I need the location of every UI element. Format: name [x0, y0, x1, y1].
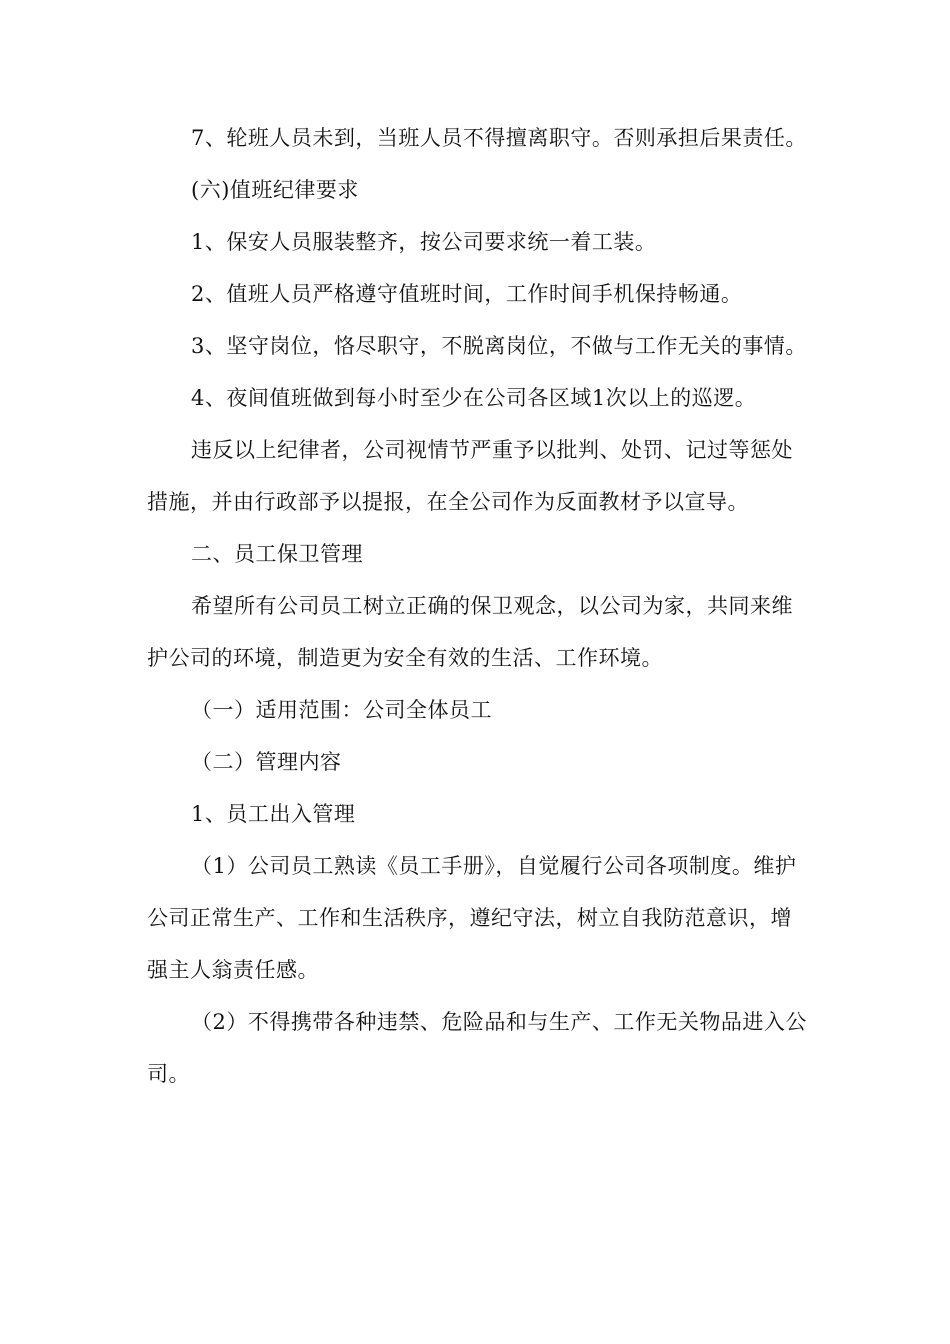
- paragraph-uniform: 1、保安人员服装整齐，按公司要求统一着工装。: [191, 230, 657, 254]
- paragraph-employee-handbook: （1）公司员工熟读《员工手册》，自觉履行公司各项制度。维护公司正常生产、工作和生活秩序，遵纪守法，树立自我防范意识，增强主人翁责任感。: [147, 854, 797, 982]
- paragraph-scope: （一）适用范围：公司全体员工: [191, 698, 492, 722]
- paragraph-duty-time: 2、值班人员严格遵守值班时间，工作时间手机保持畅通。: [191, 282, 743, 306]
- paragraph-entry-exit: 1、员工出入管理: [191, 802, 356, 826]
- paragraph-stay-on-post: 3、坚守岗位，恪尽职守，不脱离岗位，不做与工作无关的事情。: [191, 334, 807, 358]
- paragraph-violation-penalty: 违反以上纪律者，公司视情节严重予以批判、处罚、记过等惩处措施，并由行政部予以提报，在全公司作为反面教材予以宣导。: [147, 438, 793, 514]
- paragraph-night-patrol: 4、夜间值班做到每小时至少在公司各区域1次以上的巡逻。: [191, 386, 757, 410]
- paragraph-management-content: （二）管理内容: [191, 750, 342, 774]
- paragraph-prohibited-items: （2）不得携带各种违禁、危险品和与生产、工作无关物品进入公司。: [147, 1010, 807, 1086]
- paragraph-security-concept: 希望所有公司员工树立正确的保卫观念，以公司为家，共同来维护公司的环境，制造更为安全有效的生活、工作环境。: [147, 594, 793, 670]
- document-body: [147, 112, 807, 1100]
- paragraph-shift-handover: 7、轮班人员未到，当班人员不得擅离职守。否则承担后果责任。: [191, 126, 807, 150]
- section-heading-duty-discipline: (六)值班纪律要求: [191, 178, 359, 202]
- section-heading-employee-security: 二、员工保卫管理: [191, 542, 363, 566]
